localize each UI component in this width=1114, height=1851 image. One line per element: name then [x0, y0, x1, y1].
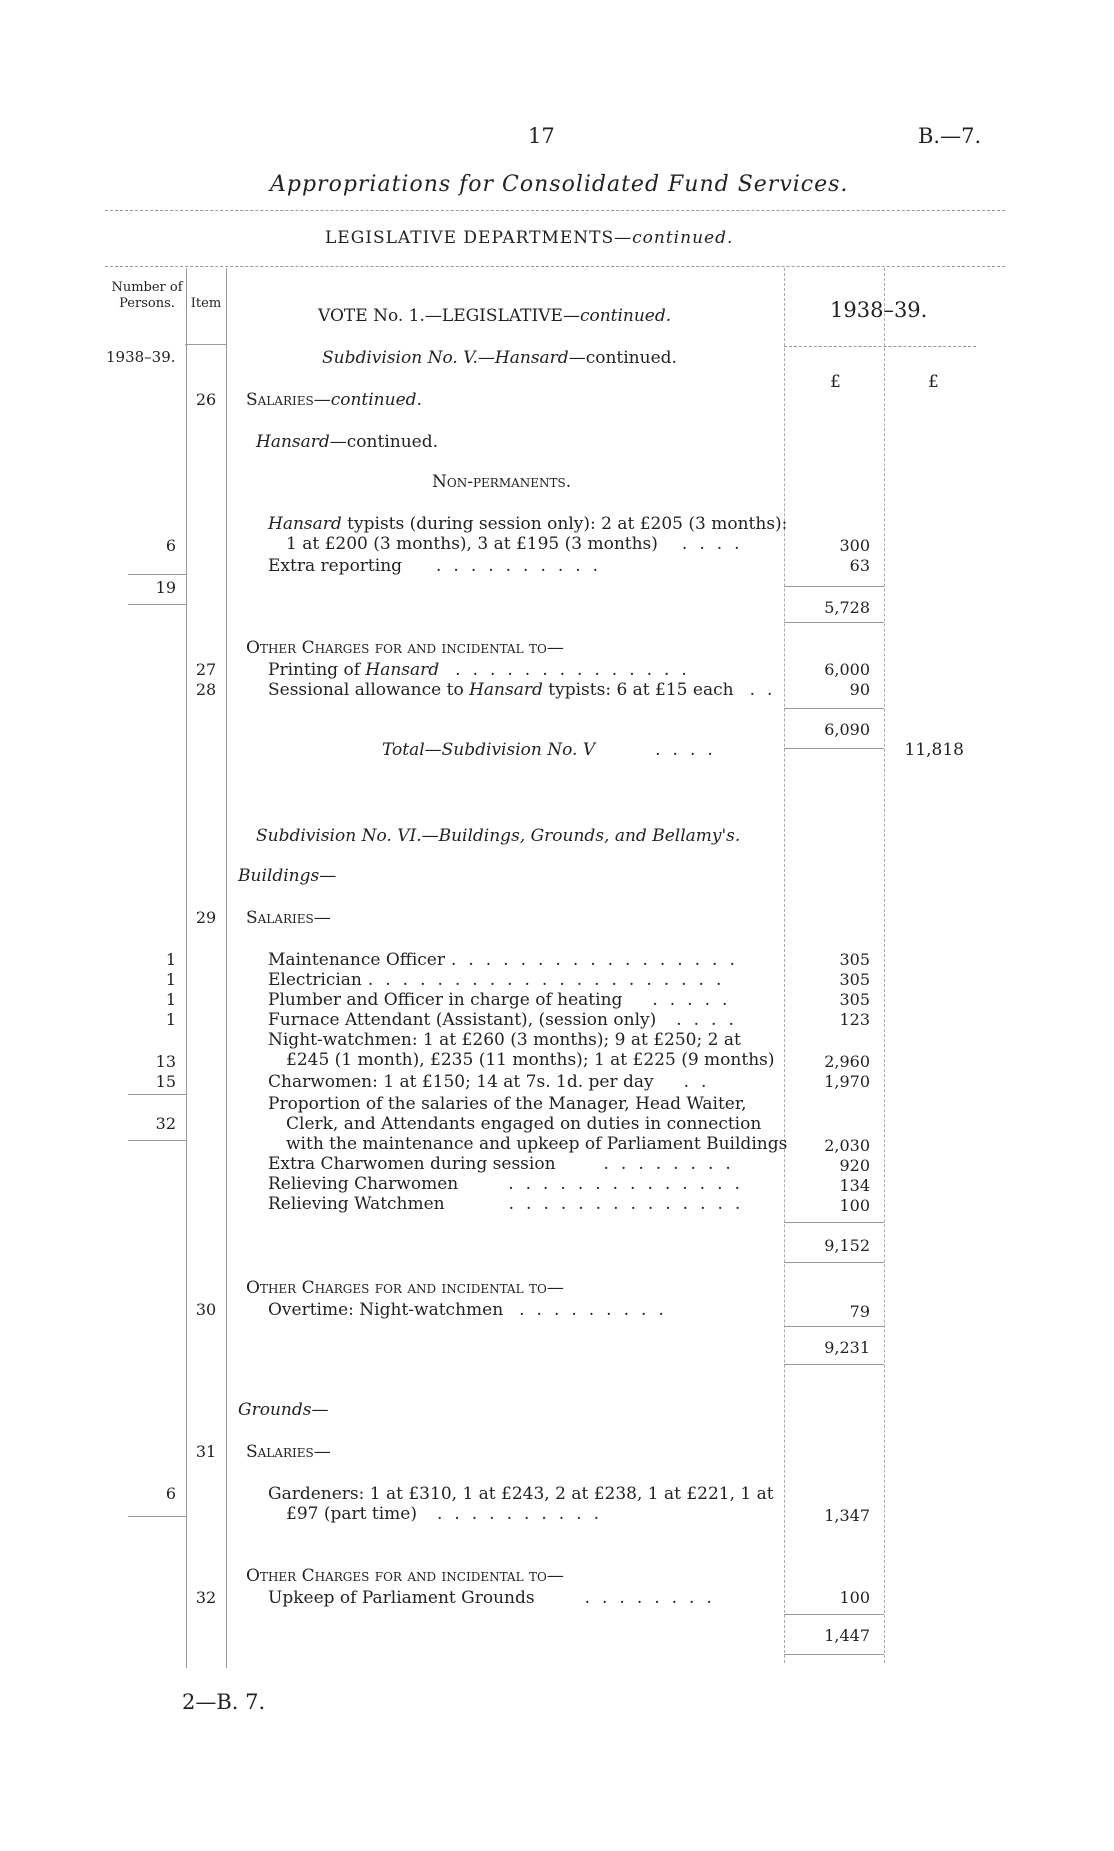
persons-total-19: 19	[155, 578, 176, 597]
hansard-continued: Hansard—continued.	[256, 432, 438, 452]
item-29: 29	[195, 908, 217, 927]
buildings-total: 9,231	[824, 1338, 870, 1357]
gardeners-amount: 1,347	[824, 1506, 870, 1525]
vote-heading: VOTE No. 1.—LEGISLATIVE—continued.	[318, 306, 672, 326]
extra-reporting: Extra reporting ..........	[268, 556, 611, 576]
maint-persons: 1	[165, 950, 176, 969]
persons-year: 1938–39.	[106, 348, 176, 366]
hansard-subtotal: 5,728	[824, 598, 870, 617]
amount-rule-1	[784, 586, 884, 587]
item-30: 30	[195, 1300, 217, 1319]
amount-rule-9	[784, 1614, 884, 1615]
printing-amount: 6,000	[824, 660, 870, 679]
plumber-persons: 1	[165, 990, 176, 1009]
buildings-salaries-heading: Salaries—	[246, 908, 331, 928]
furnace-attendant-amount: 123	[839, 1010, 870, 1029]
extra-reporting-amount: 63	[849, 556, 870, 575]
title-rule	[105, 210, 1005, 211]
subdivision-5-total-label: Total—Subdivision No. V ....	[382, 740, 725, 760]
persons-rule-3	[128, 1094, 186, 1095]
amount-col-rule	[784, 268, 785, 1663]
non-permanents-heading: Non-permanents.	[432, 472, 572, 492]
plumber-amount: 305	[839, 990, 870, 1009]
item-32: 32	[195, 1588, 217, 1607]
typists-persons: 6	[165, 536, 176, 555]
department-heading: LEGISLATIVE DEPARTMENTS—continued.	[325, 228, 734, 248]
other-charges-heading-3: Other Charges for and incidental to—	[246, 1566, 564, 1586]
proportion-amount: 2,030	[824, 1136, 870, 1155]
maintenance-officer-amount: 305	[839, 950, 870, 969]
gardeners-persons: 6	[165, 1484, 176, 1503]
amount-rule-2	[784, 622, 884, 623]
relieving-charwomen-amount: 134	[839, 1176, 870, 1195]
persons-rule-2	[128, 604, 186, 605]
amount-rule-7	[784, 1326, 884, 1327]
gardeners-line-1: Gardeners: 1 at £310, 1 at £243, 2 at £238, 1 at £221, 1 at	[268, 1484, 774, 1504]
proportion-line-3: with the maintenance and upkeep of Parliament Buildings	[286, 1134, 788, 1154]
proportion-line-1: Proportion of the salaries of the Manager, Head Waiter,	[268, 1094, 747, 1114]
persons-rule-1	[128, 574, 186, 575]
other-charges-heading-2: Other Charges for and incidental to—	[246, 1278, 564, 1298]
item-31: 31	[195, 1442, 217, 1461]
item-header-rule	[185, 344, 227, 345]
sessional-amount: 90	[849, 680, 870, 699]
furnace-persons: 1	[165, 1010, 176, 1029]
gardeners-line-2: £97 (part time) ..........	[286, 1504, 611, 1524]
electrician-line: Electrician .....................	[268, 970, 734, 990]
overtime-line: Overtime: Night-watchmen .........	[268, 1300, 676, 1320]
item-col-rule	[226, 268, 227, 1668]
item-27: 27	[195, 660, 217, 679]
relieving-watchmen-amount: 100	[839, 1196, 870, 1215]
item-header: Item	[190, 296, 222, 311]
pound-symbol-2: £	[928, 372, 939, 392]
grounds-heading: Grounds—	[238, 1400, 329, 1420]
amount-rule-3	[784, 708, 884, 709]
grounds-salaries-heading: Salaries—	[246, 1442, 331, 1462]
typists-amount: 300	[839, 536, 870, 555]
item-26: 26	[195, 390, 217, 409]
extra-charwomen-line: Extra Charwomen during session ........	[268, 1154, 743, 1174]
subdivision-6-title: Subdivision No. VI.—Buildings, Grounds, and Bellamy's.	[256, 826, 741, 846]
salaries-continued: Salaries—continued.	[246, 390, 422, 410]
buildings-salaries-total: 9,152	[824, 1236, 870, 1255]
maintenance-officer-line: Maintenance Officer .................	[268, 950, 747, 970]
item-28: 28	[195, 680, 217, 699]
night-watchmen-amount: 2,960	[824, 1052, 870, 1071]
printing-line: Printing of Hansard ..............	[268, 660, 699, 680]
persons-rule-4	[128, 1140, 186, 1141]
proportion-line-2: Clerk, and Attendants engaged on duties in connection	[286, 1114, 762, 1134]
extra-charwomen-amount: 920	[839, 1156, 870, 1175]
subdivision-5-title: Subdivision No. V.—Hansard—continued.	[322, 348, 677, 368]
sessional-line: Sessional allowance to Hansard typists: 6 at £15 each ..	[268, 680, 785, 700]
persons-rule-5	[128, 1516, 186, 1517]
amount-rule-4	[784, 748, 884, 749]
electrician-persons: 1	[165, 970, 176, 989]
charwomen-amount: 1,970	[824, 1072, 870, 1091]
charwomen-line: Charwomen: 1 at £150; 14 at 7s. 1d. per day ..	[268, 1072, 719, 1092]
document-ref: B.—7.	[918, 124, 982, 148]
total-col-rule	[884, 268, 885, 1663]
heading-rule	[105, 266, 1005, 267]
amount-rule-8	[784, 1364, 884, 1365]
persons-total-32: 32	[155, 1114, 176, 1133]
buildings-heading: Buildings—	[238, 866, 337, 886]
page-number: 17	[528, 124, 555, 148]
other-charges-total: 6,090	[824, 720, 870, 739]
night-watchmen-line-1: Night-watchmen: 1 at £260 (3 months); 9 at £250; 2 at	[268, 1030, 741, 1050]
subdivision-5-total-amount: 11,818	[904, 740, 964, 760]
furnace-attendant-line: Furnace Attendant (Assistant), (session only) ....	[268, 1010, 746, 1030]
amount-rule-10	[784, 1654, 884, 1655]
relieving-charwomen-line: Relieving Charwomen ..............	[268, 1174, 752, 1194]
upkeep-amount: 100	[839, 1588, 870, 1607]
electrician-amount: 305	[839, 970, 870, 989]
page-title: Appropriations for Consolidated Fund Services.	[270, 172, 849, 197]
typists-line-2: 1 at £200 (3 months), 3 at £195 (3 months) ....	[286, 534, 752, 554]
amount-rule-5	[784, 1222, 884, 1223]
pound-symbol-1: £	[830, 372, 841, 392]
year-header: 1938–39.	[830, 298, 928, 322]
night-watchmen-persons: 13	[155, 1052, 176, 1071]
persons-header: Number of Persons.	[111, 280, 183, 311]
other-charges-heading-1: Other Charges for and incidental to—	[246, 638, 564, 658]
relieving-watchmen-line: Relieving Watchmen ..............	[268, 1194, 753, 1214]
amount-rule-6	[784, 1262, 884, 1263]
upkeep-line: Upkeep of Parliament Grounds ........	[268, 1588, 724, 1608]
charwomen-persons: 15	[155, 1072, 176, 1091]
footer-signature: 2—B. 7.	[182, 1690, 266, 1714]
overtime-amount: 79	[849, 1302, 870, 1321]
plumber-line: Plumber and Officer in charge of heating .....	[268, 990, 740, 1010]
grounds-total: 1,447	[824, 1626, 870, 1645]
year-header-rule	[784, 346, 976, 347]
typists-line-1: Hansard typists (during session only): 2 at £205 (3 months):	[268, 514, 788, 534]
night-watchmen-line-2: £245 (1 month), £235 (11 months); 1 at £225 (9 months)	[286, 1050, 775, 1070]
